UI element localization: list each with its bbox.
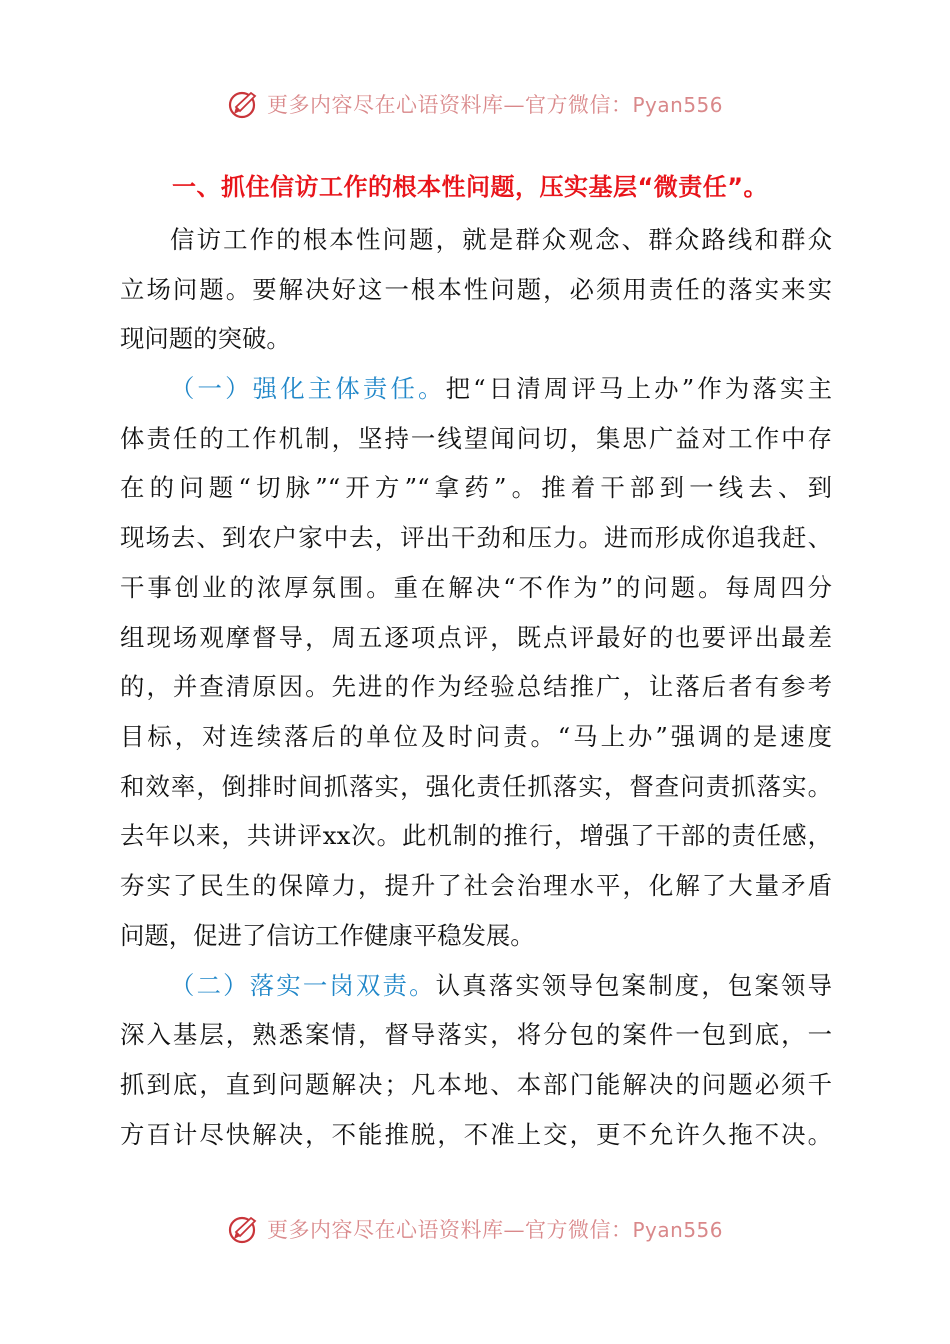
watermark-handle: Pyan556 xyxy=(632,1218,723,1242)
watermark-banner-top xyxy=(0,84,950,124)
section-two-line: 方百计尽快解决，不能推脱，不准上交，更不允许久拖不决。 xyxy=(120,1120,832,1149)
section-one-line: 干事创业的浓厚氛围。重在解决“不作为”的问题。每周四分 xyxy=(120,573,832,602)
section-one-line: 在的问题“切脉”“开方”“拿药”。推着干部到一线去、到 xyxy=(120,473,832,502)
watermark-text xyxy=(267,1214,723,1244)
section-one-first-line xyxy=(170,373,832,405)
section-one-line: 组现场观摩督导，周五逐项点评，既点评最好的也要评出最差 xyxy=(120,623,832,652)
watermark-main-text: 更多内容尽在心语资料库—官方微信： xyxy=(266,93,633,117)
section-one-first-line-rest: 把“日清周评马上办”作为落实主 xyxy=(445,374,832,403)
section-heading: 一、抓住信访工作的根本性问题，压实基层“微责任”。 xyxy=(172,173,769,201)
watermark-main-text: 更多内容尽在心语资料库—官方微信： xyxy=(266,1218,633,1242)
section-one-line: 的，并查清原因。先进的作为经验总结推广，让落后者有参考 xyxy=(120,672,832,701)
section-one-line: 问题，促进了信访工作健康平稳发展。 xyxy=(120,921,535,950)
section-one-line: 体责任的工作机制，坚持一线望闻问切，集思广益对工作中存 xyxy=(120,424,832,453)
section-one-title: （一）强化主体责任。 xyxy=(170,374,446,403)
pen-circle-logo-icon xyxy=(227,1212,261,1246)
section-one-line: 去年以来，共讲评xx次。此机制的推行，增强了干部的责任感， xyxy=(120,821,832,850)
section-one-line: 夯实了民生的保障力，提升了社会治理水平，化解了大量矛盾 xyxy=(120,871,832,900)
section-two-title: （二）落实一岗双责。 xyxy=(170,971,436,1000)
watermark-banner-bottom xyxy=(0,1209,950,1249)
section-two-line: 抓到底，直到问题解决；凡本地、本部门能解决的问题必须千 xyxy=(120,1070,832,1099)
section-two-first-line-rest: 认真落实领导包案制度，包案领导 xyxy=(435,971,832,1000)
section-one-line: 和效率，倒排时间抓落实，强化责任抓落实，督查问责抓落实。 xyxy=(120,772,832,801)
intro-line-2: 立场问题。要解决好这一根本性问题，必须用责任的落实来实 xyxy=(120,275,832,304)
intro-line-3: 现问题的突破。 xyxy=(120,324,291,353)
pen-circle-logo-icon xyxy=(227,87,261,121)
section-one-line: 目标，对连续落后的单位及时问责。“马上办”强调的是速度 xyxy=(120,722,832,751)
section-two-first-line xyxy=(170,970,832,1002)
watermark-handle: Pyan556 xyxy=(632,93,723,117)
section-one-line: 现场去、到农户家中去，评出干劲和压力。进而形成你追我赶、 xyxy=(120,523,832,552)
section-two-line: 深入基层，熟悉案情，督导落实，将分包的案件一包到底，一 xyxy=(120,1020,832,1049)
intro-line-1: 信访工作的根本性问题，就是群众观念、群众路线和群众 xyxy=(170,225,832,254)
watermark-text xyxy=(267,89,723,119)
